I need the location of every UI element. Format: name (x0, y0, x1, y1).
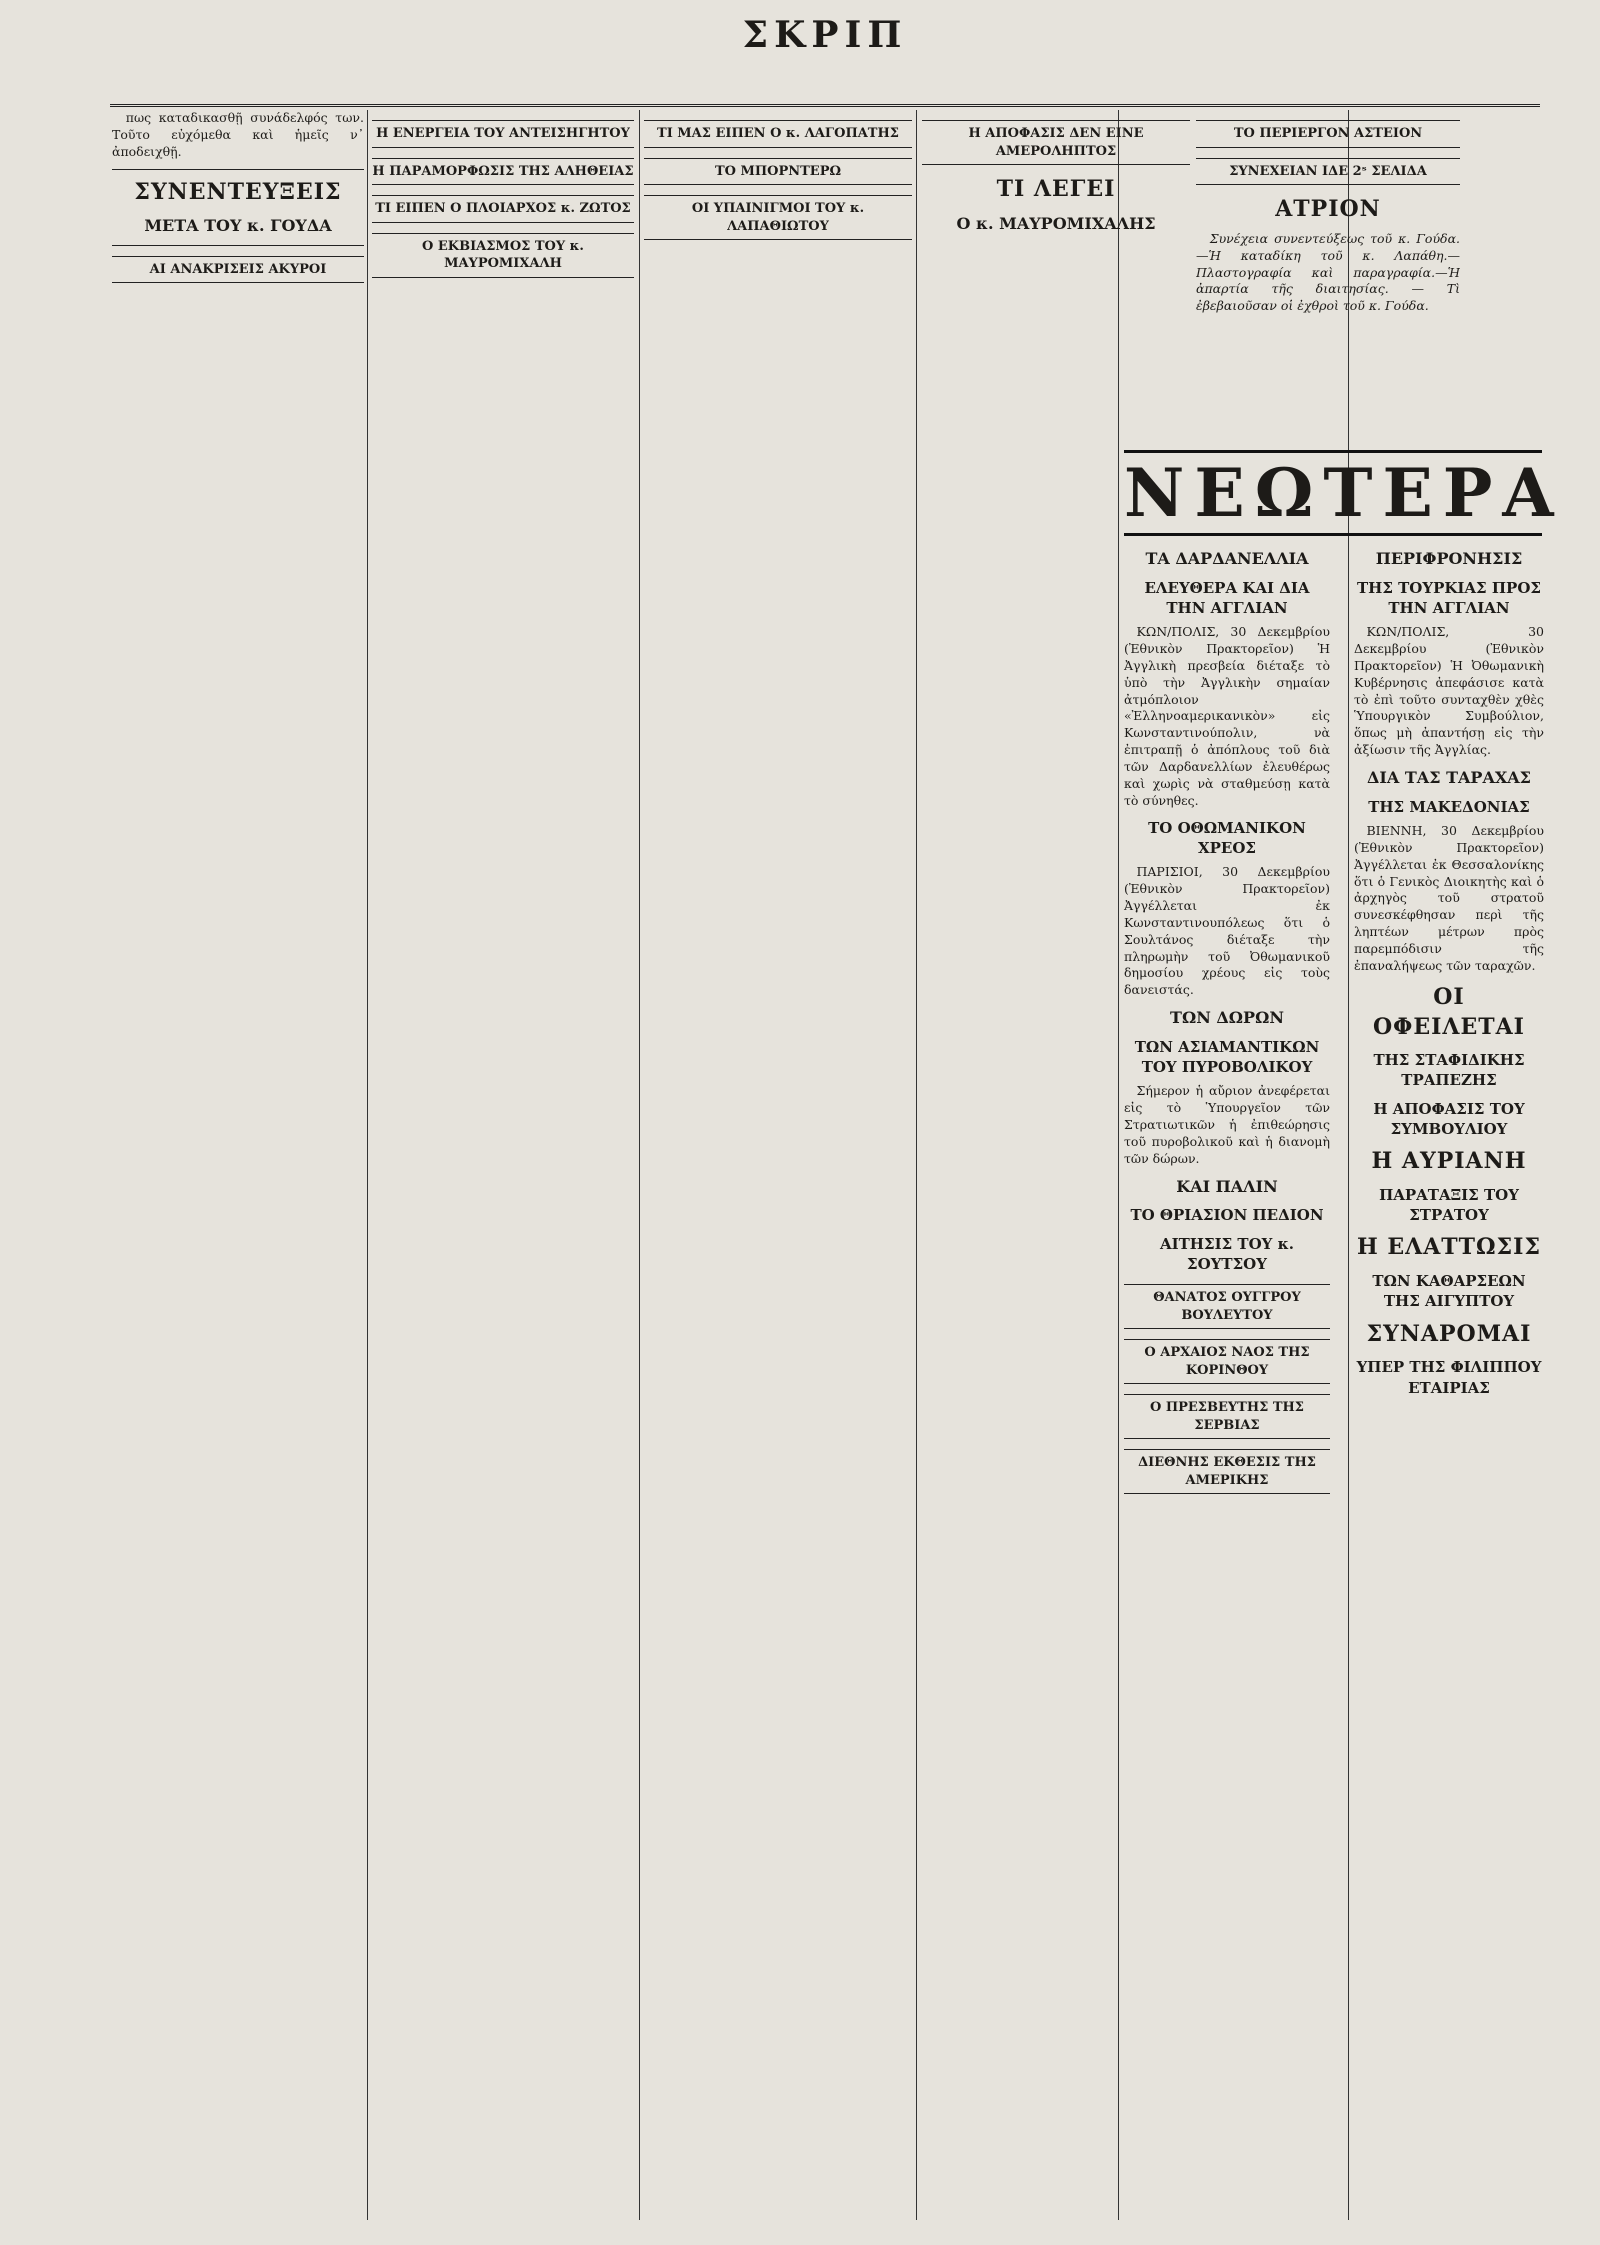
section-heading: ΤΙ ΛΕΓΕΙ (996, 176, 1116, 203)
section-heading: ΤΩΝ ΔΩΡΩΝ (1170, 1008, 1284, 1028)
section-heading: Ο ΕΚΒΙΑΣΜΟΣ ΤΟΥ κ. ΜΑΥΡΟΜΙΧΑΛΗ (372, 233, 634, 278)
article-text: πως καταδικασθῇ συνάδελφός των. Τοῦτο εὐχόμεθα καὶ ἡμεῖς ν᾽ ἀποδειχθῇ. (112, 110, 364, 159)
column-1 (112, 110, 364, 2230)
section-subheading: ΤΩΝ ΑΣΙΑΜΑΝΤΙΚΩΝ ΤΟΥ ΠΥΡΟΒΟΛΙΚΟΥ (1134, 1037, 1320, 1077)
neotera-banner: ΝΕΩΤΕΡΑ (1124, 450, 1542, 536)
section-heading: ΣΥΝΕΝΤΕΥΞΕΙΣ (134, 178, 342, 205)
section-subheading: ΤΩΝ ΚΑΘΑΡΣΕΩΝ ΤΗΣ ΑΙΓΥΠΤΟΥ (1372, 1272, 1526, 1311)
section-heading: ΤΑ ΔΑΡΔΑΝΕΛΛΙΑ (1145, 549, 1309, 568)
section-subheading: ΤΗΣ ΤΟΥΡΚΙΑΣ ΠΡΟΣ ΤΗΝ ΑΓΓΛΙΑΝ (1356, 578, 1541, 617)
article-text: ΚΩΝ/ΠΟΛΙΣ, 30 Δεκεμβρίου (Ἐθνικὸν Πρακτορεῖον) Ἡ Ἀγγλικὴ πρεσβεία διέταξε τὸ ὑπὸ τὴν Ἀγγλικὴν σημαίαν ἀτμόπλοιον «Ἐλληνοαμερικανικὸν» εἰς Κωνσταντινούπολιν, νὰ ἐπιτραπῇ ὁ ἀπόπλους τοῦ διὰ τῶν Δαρδανελλίων ἐλευθέρως καὶ χωρὶς νὰ σταθμεύσῃ κατὰ τὸ σύνηθες. (1124, 624, 1330, 808)
section-heading: ΔΙΕΘΝΗΣ ΕΚΘΕΣΙΣ ΤΗΣ ΑΜΕΡΙΚΗΣ (1124, 1449, 1330, 1494)
column-rule (639, 110, 640, 2220)
section-heading: Η ΕΝΕΡΓΕΙΑ ΤΟΥ ΑΝΤΕΙΣΗΓΗΤΟΥ (372, 120, 634, 148)
section-heading: Η ΑΠΟΦΑΣΙΣ ΔΕΝ ΕΙΝΕ ΑΜΕΡΟΛΗΠΤΟΣ (922, 120, 1190, 165)
section-heading: ΑΤΡΙΟΝ (1275, 196, 1381, 223)
section-heading: ΠΕΡΙΦΡΟΝΗΣΙΣ (1375, 549, 1523, 568)
article-text: Σήμερον ἡ αὔριον ἀνεφέρεται εἰς τὸ Ὑπουργεῖον τῶν Στρατιωτικῶν ἡ ἐπιθεώρησις τοῦ πυροβολικοῦ καὶ ἡ διανομὴ τῶν δώρων. (1124, 1083, 1330, 1166)
masthead (110, 14, 1540, 107)
column-2 (372, 110, 634, 2230)
section-heading: ΤΟ ΠΕΡΙΕΡΓΟΝ ΑΣΤΕΙΟΝ (1196, 120, 1460, 148)
section-heading: ΔΙΑ ΤΑΣ ΤΑΡΑΧΑΣ (1367, 768, 1531, 788)
column-rule (916, 110, 917, 2220)
section-heading: ΑΙ ΑΝΑΚΡΙΣΕΙΣ ΑΚΥΡΟΙ (112, 256, 364, 284)
section-subheading: ΕΛΕΥΘΕΡΑ ΚΑΙ ΔΙΑ ΤΗΝ ΑΓΓΛΙΑΝ (1144, 578, 1310, 617)
section-subheading: ΤΟ ΘΡΙΑΣΙΟΝ ΠΕΔΙΟΝ (1130, 1206, 1324, 1225)
section-subheading: ΥΠΕΡ ΤΗΣ ΦΙΛΙΠΠΟΥ ΕΤΑΙΡΙΑΣ (1356, 1358, 1542, 1397)
section-heading: Η ΕΛΑΤΤΩΣΙΣ (1356, 1234, 1542, 1261)
section-subheading: ΠΑΡΑΤΑΞΙΣ ΤΟΥ ΣΤΡΑΤΟΥ (1379, 1185, 1519, 1225)
section-heading: ΤΟ ΟΘΩΜΑΝΙΚΟΝ ΧΡΕΟΣ (1148, 818, 1306, 857)
masthead-title: ΣΚΡΙΠ (742, 14, 908, 56)
column-3 (644, 110, 912, 2230)
section-heading: ΟΙ ΥΠΑΙΝΙΓΜΟΙ ΤΟΥ κ. ΛΑΠΑΘΙΩΤΟΥ (644, 195, 912, 240)
section-heading: ΚΑΙ ΠΑΛΙΝ (1176, 1176, 1278, 1196)
section-heading: ΤΟ ΜΠΟΡΝΤΕΡΩ (644, 158, 912, 186)
article-text: ΚΩΝ/ΠΟΛΙΣ, 30 Δεκεμβρίου (Ἐθνικὸν Πρακτορεῖον) Ἡ Ὀθωμανικὴ Κυβέρνησις ἀπεφάσισε κατὰ τὸ ἐπὶ τοῦτο συνταχθὲν χθὲς Ὑπουργικὸν Συμβούλιον, ὅπως μὴ ἀπαντήσῃ εἰς τὴν ἀξίωσιν τῆς Ἀγγλίας. (1354, 624, 1544, 758)
article-text: ΒΙΕΝΝΗ, 30 Δεκεμβρίου (Ἐθνικὸν Πρακτορεῖον) Ἀγγέλλεται ἐκ Θεσσαλονίκης ὅτι ὁ Γενικὸς Διοικητὴς καὶ ὁ ἀρχηγὸς τοῦ στρατοῦ συνεσκέφθησαν περὶ τῆς ληπτέων μέτρων πρὸς παρεμπόδισιν τῆς ἐπαναλήψεως τῶν ταραχῶν. (1354, 822, 1544, 973)
section-subheading: Η ΑΠΟΦΑΣΙΣ ΤΟΥ ΣΥΜΒΟΥΛΙΟΥ (1373, 1099, 1525, 1138)
section-subheading: ΜΕΤΑ ΤΟΥ κ. ΓΟΥΔΑ (144, 216, 332, 236)
section-heading: Η ΠΑΡΑΜΟΡΦΩΣΙΣ ΤΗΣ ΑΛΗΘΕΙΑΣ (372, 158, 634, 186)
article-text: ΠΑΡΙΣΙΟΙ, 30 Δεκεμβρίου (Ἐθνικὸν Πρακτορεῖον) Ἀγγέλλεται ἐκ Κωνσταντινουπόλεως ὅτι ὁ Σουλτάνος διέταξε τὴν πληρωμὴν τοῦ Ὀθωμανικοῦ δημοσίου χρέους εἰς τοὺς δανειστάς. (1124, 864, 1330, 998)
section-subheading: ΤΗΣ ΣΤΑΦΙΔΙΚΗΣ ΤΡΑΠΕΖΗΣ (1373, 1051, 1525, 1090)
section-heading: ΣΥΝΑΡΟΜΑΙ (1366, 1320, 1532, 1347)
section-heading: Ο ΑΡΧΑΙΟΣ ΝΑΟΣ ΤΗΣ ΚΟΡΙΝΘΟΥ (1124, 1339, 1330, 1384)
neotera-left-column (1124, 540, 1330, 1504)
section-heading: ΘΑΝΑΤΟΣ ΟΥΓΓΡΟΥ ΒΟΥΛΕΥΤΟΥ (1124, 1284, 1330, 1329)
section-heading: ΟΙ ΟΦΕΙΛΕΤΑΙ (1373, 983, 1525, 1040)
section-subheading: Ο κ. ΜΑΥΡΟΜΙΧΑΛΗΣ (956, 213, 1156, 233)
article-text: Συνέχεια συνεντεύξεως τοῦ κ. Γούδα.—Ἡ καταδίκη τοῦ κ. Λαπάθη.—Πλαστογραφία καὶ παραγραφία.—Ἡ ἀπαρτία τῆς διαιτησίας. — Τὶ ἐβεβαιοῦσαν οἱ ἐχθροὶ τοῦ κ. Γούδα. (1196, 230, 1460, 314)
section-heading: ΤΙ ΕΙΠΕΝ Ο ΠΛΟΙΑΡΧΟΣ κ. ΖΩΤΟΣ (372, 195, 634, 223)
section-heading: Η ΑΥΡΙΑΝΗ (1371, 1148, 1527, 1175)
section-subheading: ΑΙΤΗΣΙΣ ΤΟΥ κ. ΣΟΥΤΣΟΥ (1159, 1234, 1295, 1273)
section-heading: ΤΙ ΜΑΣ ΕΙΠΕΝ Ο κ. ΛΑΓΟΠΑΤΗΣ (644, 120, 912, 148)
section-heading: ΣΥΝΕΧΕΙΑΝ ΙΔΕ 2ˢ ΣΕΛΙΔΑ (1196, 158, 1460, 186)
column-rule (367, 110, 368, 2220)
neotera-right-column (1354, 540, 1544, 1404)
section-heading: Ο ΠΡΕΣΒΕΥΤΗΣ ΤΗΣ ΣΕΡΒΙΑΣ (1124, 1394, 1330, 1439)
section-subheading: ΤΗΣ ΜΑΚΕΔΟΝΙΑΣ (1368, 797, 1530, 816)
